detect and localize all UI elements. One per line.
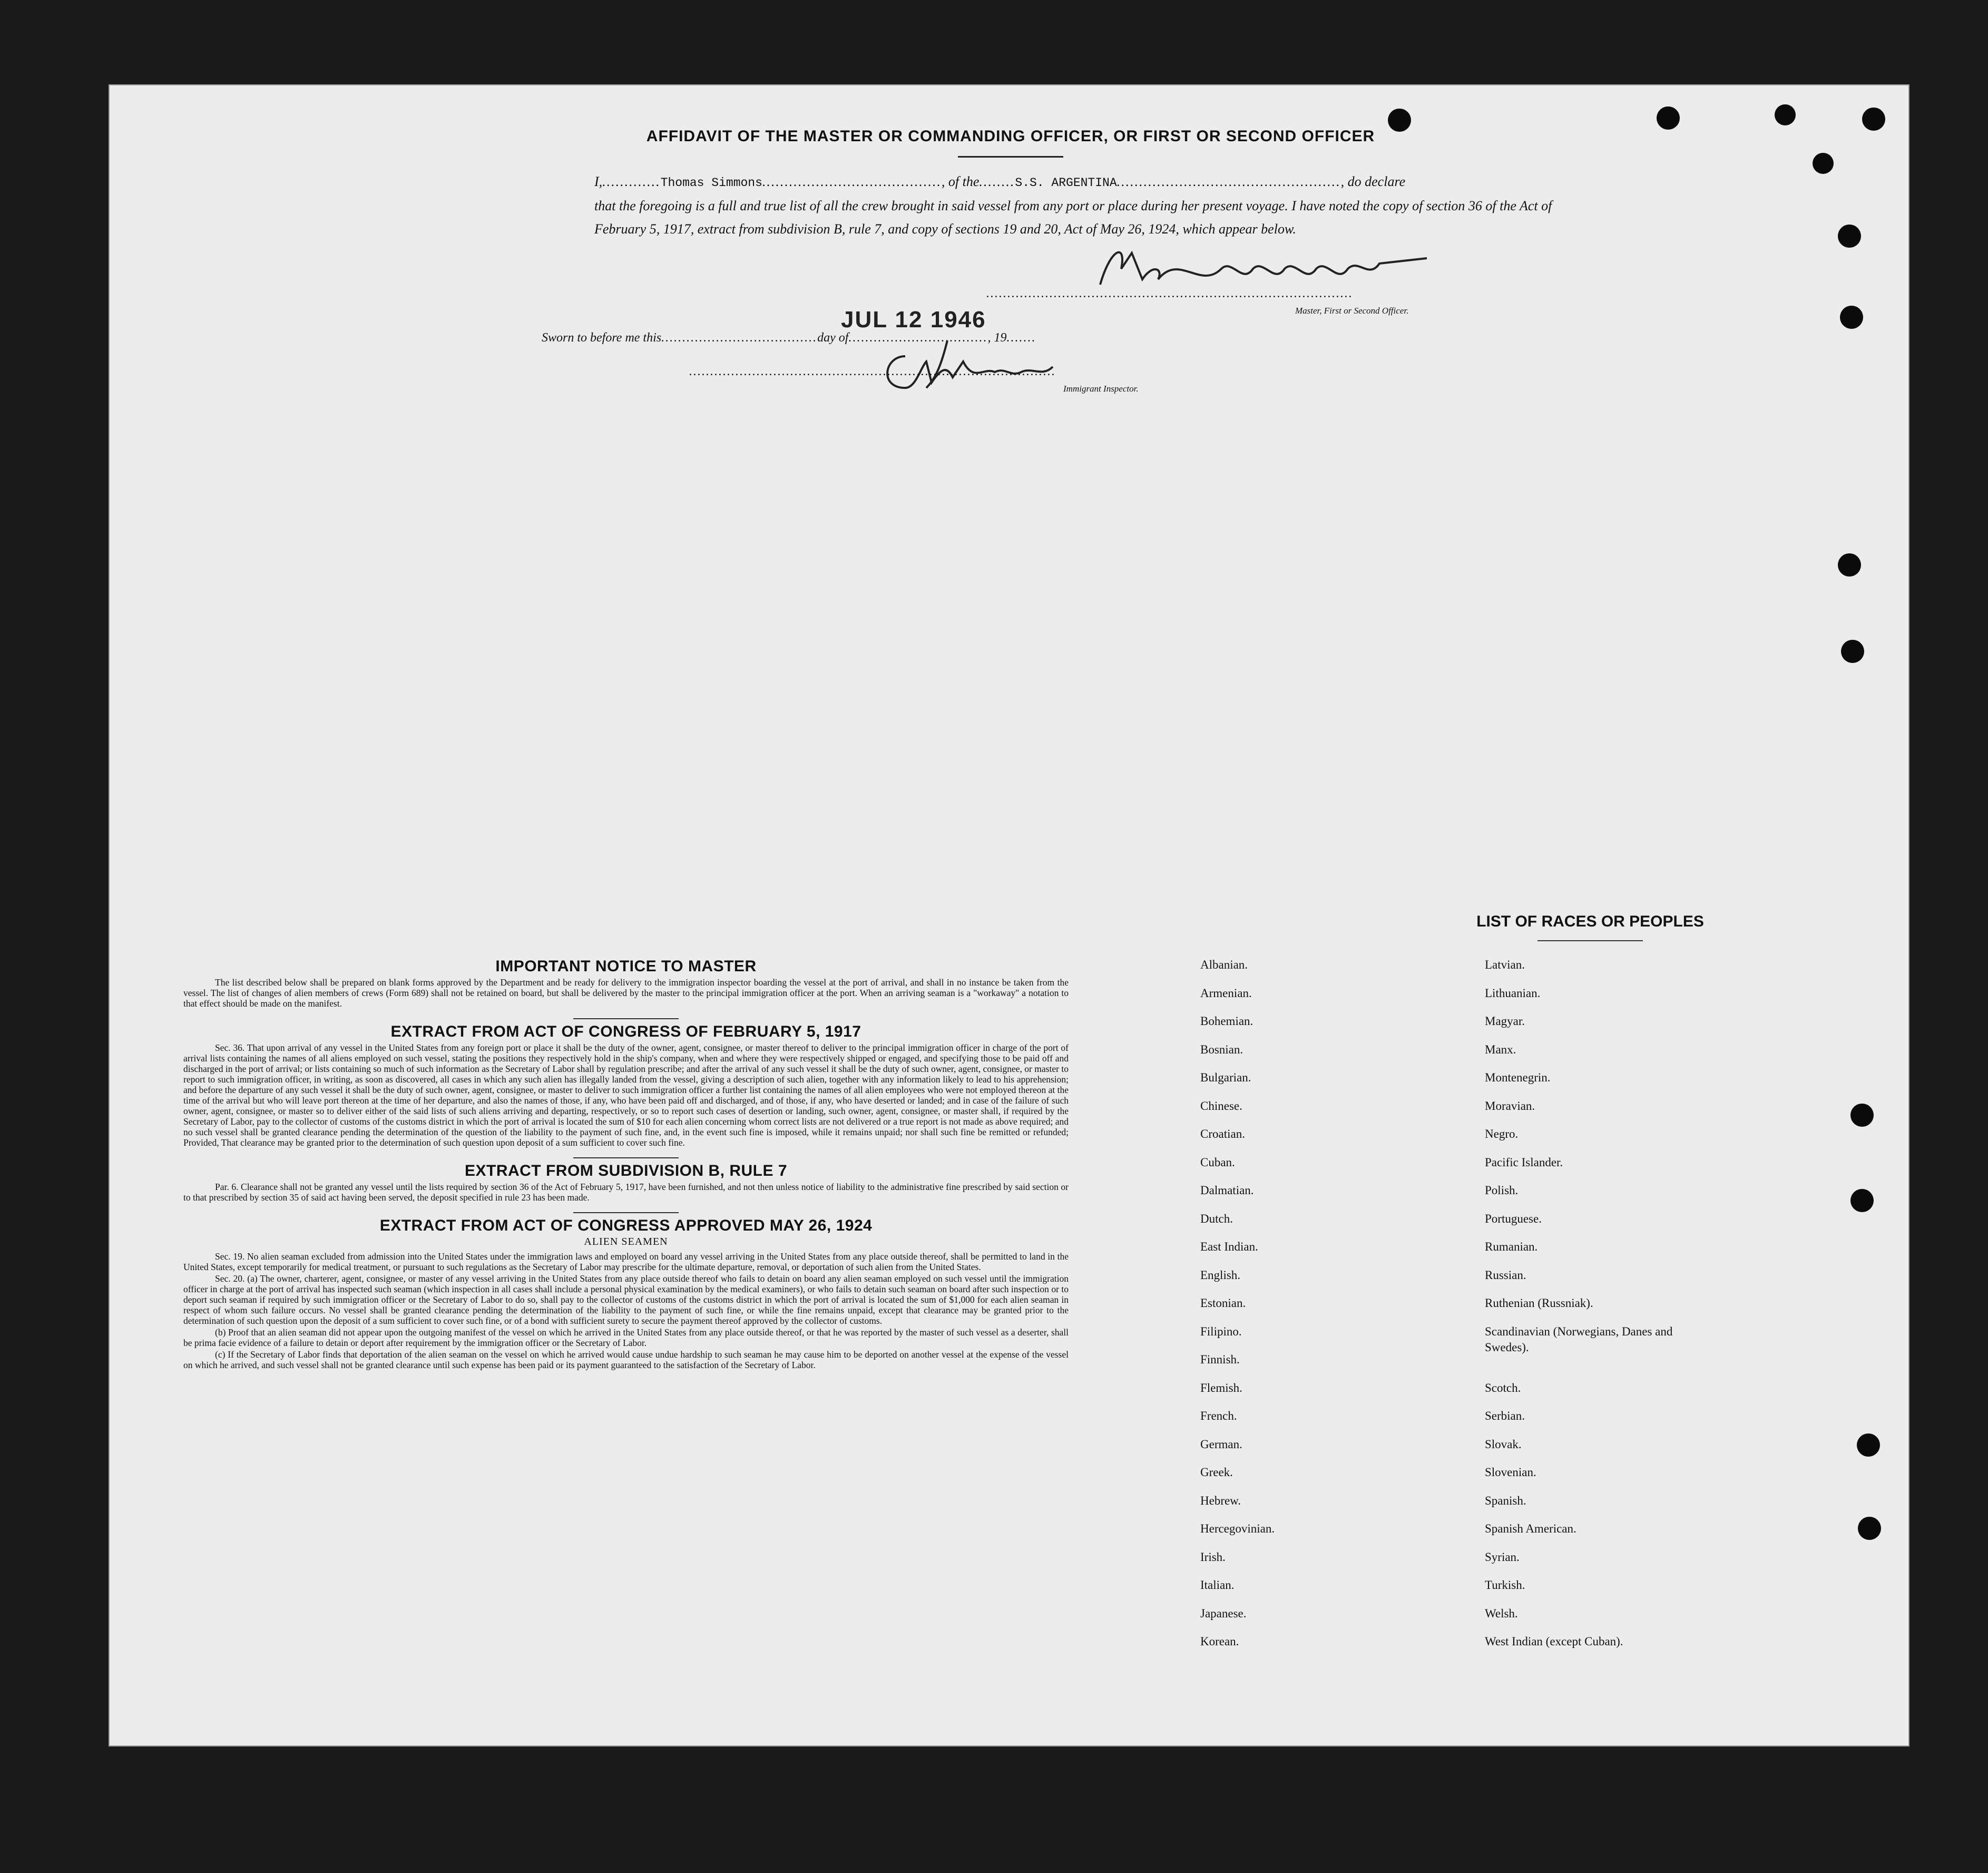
race-item: Dutch. [1200, 1212, 1233, 1225]
master-signature-line: ....................................................................................... [986, 287, 1353, 300]
race-item: Spanish American. [1485, 1522, 1576, 1535]
sworn-label: Sworn to before me this [542, 331, 662, 345]
race-item: Turkish. [1485, 1578, 1525, 1592]
race-item: Portuguese. [1485, 1212, 1542, 1225]
notice-title: IMPORTANT NOTICE TO MASTER [495, 958, 757, 975]
race-item: Bohemian. [1200, 1014, 1253, 1028]
race-item: Spanish. [1485, 1494, 1526, 1507]
punch-hole [1862, 108, 1885, 131]
punch-hole [1840, 306, 1863, 329]
sec19-text: Sec. 19. No alien seaman excluded from admission into the United States under the immigration laws and employed on board any vessel arriving in the United States from any place outside thereof, shall be permitted to land in the United States, except temporarily for medical treatment, or pursuant to such regulations as the Secretary of Labor may prescribe for the ultimate departure, removal, or deportation of such alien from the United States. [183, 1251, 1069, 1272]
races-right-column [1485, 957, 1780, 1662]
race-item: Syrian. [1485, 1550, 1520, 1564]
race-item: Korean. [1200, 1635, 1239, 1648]
race-item: Cuban. [1200, 1155, 1235, 1169]
race-item: West Indian (except Cuban). [1485, 1635, 1623, 1648]
race-item: English. [1200, 1268, 1241, 1282]
race-item: Rumanian. [1485, 1240, 1538, 1253]
race-item: Estonian. [1200, 1296, 1246, 1310]
affidavit-title: AFFIDAVIT OF THE MASTER OR COMMANDING OFFICER, OR FIRST OR SECOND OFFICER [646, 128, 1375, 145]
race-item: Serbian. [1485, 1409, 1525, 1422]
section-divider [573, 1212, 679, 1213]
punch-hole [1838, 225, 1861, 248]
race-item: Hebrew. [1200, 1494, 1241, 1507]
extract-1917-text: Sec. 36. That upon arrival of any vessel in the United States from any foreign port or place it shall be the duty of the owner, agent, consignee, or master thereof to deliver to the principal immigration officer in charge of the port of arrival lists containing the names of all aliens employed on such vessel, stating the positions they respectively hold in the ship's company, when and where they were respectively shipped or engaged, and specifying those to be paid off and discharged in the port of arrival; or lists containing so much of such information as the Secretary of Labor shall by regulation prescribe; and after the arrival of any such vessel it shall be the duty of such owner, agent, consignee, or master to report to such immigration officer, in writing, as soon as discovered, all cases in which any such alien has illegally landed from the vessel, giving a description of such alien, together with any information likely to lead to his apprehension; and before the departure of any such vessel it shall be the duty of such owner, agent, consignee, or master to deliver to such immigration officer a further list containing the names of all alien employees who were not employed thereon at the time of the arrival but who will leave port thereon at the time of her departure, and also the names of those, if any, who have been paid off and discharged, and of those, if any, who have deserted or landed; and in case of the failure of such owner, agent, consignee, or master so to deliver either of the said lists of such aliens arriving and departing, respectively, or so to report such cases of desertion or landing, such owner, agent, consignee, or master shall, if required by the Secretary of Labor, pay to the collector of customs of the customs district in which the port of arrival is located the sum of $10 for each alien concerning whom correct lists are not delivered or a true report is not made as above required; and no such vessel shall be granted clearance pending the determination of the question of the liability to the payment of such fine, and, in the event such fine is imposed, while it remains unpaid; nor shall such fine be remitted or refunded; Provided, That clearance may be granted prior to the determination of such question upon deposit of a sum sufficient to cover such fine. [183, 1042, 1069, 1148]
race-item: Bosnian. [1200, 1042, 1243, 1056]
fill-dots: ............. [602, 174, 661, 189]
day-of-label: day of [817, 331, 849, 345]
punch-hole [1838, 553, 1861, 577]
race-item: Slovak. [1485, 1437, 1522, 1451]
races-title: LIST OF RACES OR PEOPLES [1476, 913, 1704, 930]
fill-dots: ........................................ [762, 174, 942, 189]
races-list-section [1184, 913, 1869, 1662]
declaration-block [478, 170, 1552, 241]
race-item: Magyar. [1485, 1014, 1525, 1028]
inspector-signature-line: ....................................................................................... [689, 365, 1056, 378]
sec20a-text: Sec. 20. (a) The owner, charterer, agent, consignee, or master of any vessel arriving in the United States from any place outside thereof who fails to detain on board any alien seaman employed on such vessel until the immigration officer in charge at the port of arrival has inspected such seaman (which inspection in all cases shall include a personal physical examination by the medical examiners), or who fails to detain such seaman on board after such inspection or to deport such seaman if required by such immigration officer or the Secretary of Labor to do so, shall pay to the collector of customs of the customs district in which the port of arrival is located the sum of $1,000 for each alien seaman in respect of whom such failure occurs. No vessel shall be granted clearance pending the determination of the liability to the payment of such fine, or while the fine remains unpaid, except that clearance may be granted prior to the determination of such question upon the deposit of a sum sufficient to cover such fine, or of a bond with sufficient surety to secure the payment thereof approved by the collector of customs. [183, 1273, 1069, 1326]
of-the-label: , of the [941, 174, 980, 189]
punch-hole [1775, 104, 1796, 125]
races-columns [1184, 957, 1869, 1662]
sec20b-text: (b) Proof that an alien seaman did not appear upon the outgoing manifest of the vessel on which he arrived in the United States from any place outside thereof, or that he was reported by the master of such vessel as a deserter, shall be prima facie evidence of a failure to detain or deport after requirement by the immigration officer or the Secretary of Labor. [183, 1327, 1069, 1348]
race-item: Albanian. [1200, 958, 1248, 971]
declaration-first-line [594, 170, 1543, 194]
race-item: Russian. [1485, 1268, 1526, 1282]
rule7-text: Par. 6. Clearance shall not be granted any vessel until the lists required by section 36 of the Act of February 5, 1917, have been furnished, and not then unless notice of liability to the administrative fine prescribed by said section or to that prescribed by section 35 of said act having been served, the deposit specified in rule 23 has been made. [183, 1182, 1069, 1203]
alien-seamen-subtitle: ALIEN SEAMEN [584, 1236, 668, 1247]
punch-hole [1657, 106, 1680, 130]
race-item: Greek. [1200, 1466, 1233, 1479]
race-item: Lithuanian. [1485, 986, 1541, 1000]
fill-dots: ................................. [848, 331, 988, 345]
declaration-text: that the foregoing is a full and true list of all the crew brought in said vessel from any port or place during her present voyage. I have noted the copy of section 36 of the Act of February 5, 1917, extract from subdivision B, rule 7, and copy of sections 19 and 20, Act of May 26, 1924, which appear below. [594, 198, 1552, 237]
extract-1917-title: EXTRACT FROM ACT OF CONGRESS OF FEBRUARY 5, 1917 [390, 1023, 861, 1040]
master-signature [1095, 237, 1432, 295]
date-stamp: JUL 12 1946 [841, 307, 986, 333]
signature-caption: Master, First or Second Officer. [1295, 306, 1409, 316]
race-item: Scandinavian (Norwegians, Danes and Swedes). [1485, 1324, 1673, 1354]
fill-dots: ........ [979, 174, 1015, 189]
vessel-name: S.S. ARGENTINA [1015, 176, 1117, 190]
race-item: Flemish. [1200, 1381, 1242, 1394]
do-declare-label: , do declare [1340, 174, 1406, 189]
race-item: Filipino. [1200, 1324, 1242, 1338]
title-divider [958, 156, 1063, 158]
race-item: Chinese. [1200, 1099, 1242, 1113]
punch-hole [1813, 153, 1834, 174]
fill-dots: ....... [1006, 331, 1036, 345]
race-item: Montenegrin. [1485, 1071, 1551, 1084]
race-item: Armenian. [1200, 986, 1252, 1000]
sec20c-text: (c) If the Secretary of Labor finds that deportation of the alien seaman on the vessel on which he arrived would cause undue hardship to such seaman he may cause him to be deported on another vessel at the expense of the vessel on which he arrived, and such vessel shall not be granted clearance until such expense has been paid or its payment guaranteed to the satisfaction of the Secretary of Labor. [183, 1349, 1069, 1370]
race-item: Moravian. [1485, 1099, 1535, 1113]
race-item: Irish. [1200, 1550, 1226, 1564]
race-item: Welsh. [1485, 1606, 1518, 1620]
race-item: Italian. [1200, 1578, 1235, 1592]
race-item: French. [1200, 1409, 1237, 1422]
race-item: Dalmatian. [1200, 1184, 1254, 1197]
races-divider [1537, 940, 1643, 941]
race-item: Polish. [1485, 1184, 1519, 1197]
document-sheet [110, 85, 1908, 1745]
race-item: Manx. [1485, 1042, 1516, 1056]
race-item: Bulgarian. [1200, 1071, 1251, 1084]
race-item: East Indian. [1200, 1240, 1258, 1253]
section-divider [573, 1018, 679, 1019]
fill-dots: .................................................. [1117, 174, 1341, 189]
race-item: Ruthenian (Russniak). [1485, 1296, 1593, 1310]
race-item: Slovenian. [1485, 1466, 1536, 1479]
year-prefix: , 19 [987, 331, 1007, 345]
section-divider [573, 1157, 679, 1158]
race-item: German. [1200, 1437, 1242, 1451]
inspector-caption: Immigrant Inspector. [1063, 384, 1139, 394]
extract-1924-title: EXTRACT FROM ACT OF CONGRESS APPROVED MAY 26, 1924 [379, 1217, 873, 1234]
i-label: I, [594, 174, 603, 189]
inspector-signature [874, 335, 1084, 393]
master-name: Thomas Simmons [660, 176, 762, 190]
punch-hole [1841, 640, 1864, 663]
race-item: Pacific Islander. [1485, 1155, 1563, 1169]
race-item: Scotch. [1485, 1381, 1521, 1394]
race-item: Finnish. [1200, 1353, 1240, 1366]
race-item: Hercegovinian. [1200, 1522, 1275, 1535]
legal-notices [183, 954, 1069, 1371]
race-item: Japanese. [1200, 1606, 1247, 1620]
race-item: Croatian. [1200, 1127, 1245, 1140]
notice-text: The list described below shall be prepared on blank forms approved by the Department and be ready for delivery to the immigration inspector boarding the vessel at the port of arrival, and shall in no instance be taken from the vessel. The list of changes of alien members of crews (Form 689) shall not be retained on board, but shall be delivered by the master to the principal immigration officer at the port. When an arriving seaman is a "workaway" a notation to that effect should be made on the manifest. [183, 977, 1069, 1009]
fill-dots: ..................................... [661, 331, 818, 345]
race-item: Negro. [1485, 1127, 1519, 1140]
race-item: Latvian. [1485, 958, 1525, 971]
rule7-title: EXTRACT FROM SUBDIVISION B, RULE 7 [464, 1162, 788, 1179]
affidavit-section [478, 128, 1552, 241]
races-left-column [1184, 957, 1485, 1662]
